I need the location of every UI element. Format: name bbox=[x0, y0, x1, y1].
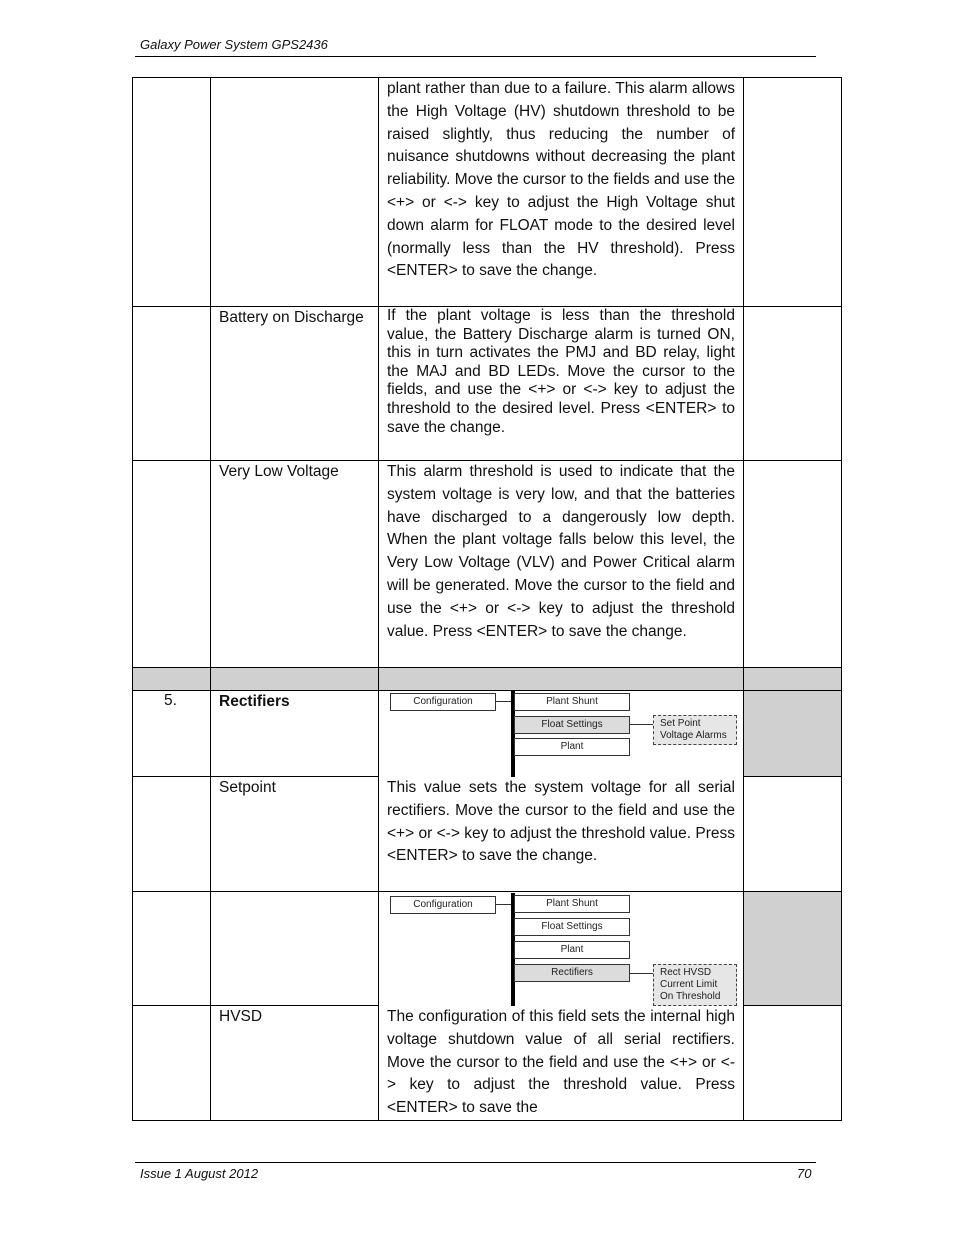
very-low-voltage-description: This alarm threshold is used to indicate that the system voltage is very low, and that the batteries have discharged to a dangerously low depth. When the plant voltage falls below this level, the Very Low Voltage (VLV) and Power Critical alarm will be generated. Move the cursor to the field and use the <+> or <-> key to adjust the threshold value. Press <ENTER> to save the change. bbox=[387, 463, 735, 640]
config-menu-box: Configuration bbox=[390, 896, 496, 914]
page-number: 70 bbox=[797, 1166, 812, 1181]
config-menu-box: Configuration bbox=[390, 693, 496, 711]
submenu-box bbox=[653, 715, 737, 745]
footer-issue: Issue 1 August 2012 bbox=[140, 1166, 259, 1181]
submenu-box bbox=[653, 964, 737, 1006]
menu-item-plant: Plant bbox=[514, 941, 630, 959]
very-low-voltage-label: Very Low Voltage bbox=[219, 463, 339, 480]
submenu-voltage-alarms: Voltage Alarms bbox=[660, 730, 727, 741]
header-rule bbox=[135, 56, 816, 57]
submenu-current-limit: Current Limit bbox=[660, 979, 718, 990]
gray-row bbox=[132, 667, 842, 690]
submenu-set-point: Set Point bbox=[660, 718, 701, 729]
menu-item-plant-shunt: Plant Shunt bbox=[514, 693, 630, 711]
menu-item-plant-shunt: Plant Shunt bbox=[514, 895, 630, 913]
rectifiers-label: Rectifiers bbox=[219, 693, 290, 710]
menu-item-float-settings: Float Settings bbox=[514, 918, 630, 936]
setpoint-label: Setpoint bbox=[219, 779, 276, 796]
menu-item-float-settings: Float Settings bbox=[514, 716, 630, 734]
menu-item-rectifiers: Rectifiers bbox=[514, 964, 630, 982]
footer-rule bbox=[135, 1162, 816, 1163]
gray-cell-rectifiers bbox=[743, 690, 842, 776]
battery-discharge-description: If the plant voltage is less than the threshold value, the Battery Discharge alarm is turned ON, this in turn activates the PMJ and BD relay, light the MAJ and BD LEDs. Move the cursor to the fields, and use the <+> or <-> key to adjust the threshold to the desired level. Press <ENTER> to save the change. bbox=[387, 307, 735, 436]
submenu-rect-hvsd: Rect HVSD bbox=[660, 967, 712, 978]
continued-description: plant rather than due to a failure. This alarm allows the High Voltage (HV) shutdown threshold to be raised slightly, thus reducing the number of nuisance shutdowns without decreasing the plant reliability. Move the cursor to the fields and use the <+> or <-> key to adjust the High Voltage shut down alarm for FLOAT mode to the desired level (normally less than the HV threshold). Press <ENTER> to save the change. bbox=[387, 80, 735, 280]
hvsd-label: HVSD bbox=[219, 1008, 263, 1025]
gray-cell-diagram2 bbox=[743, 892, 842, 1006]
battery-discharge-label: Battery on Discharge bbox=[219, 309, 364, 326]
menu-item-plant: Plant bbox=[514, 738, 630, 756]
setpoint-description: This value sets the system voltage for all serial rectifiers. Move the cursor to the field and use the <+> or <-> key to adjust the threshold value. Press <ENTER> to save the change. bbox=[387, 779, 735, 865]
section-number: 5. bbox=[164, 692, 177, 709]
submenu-on-threshold: On Threshold bbox=[660, 991, 721, 1002]
hvsd-description: The configuration of this field sets the internal high voltage shutdown value of all serial rectifiers. Move the cursor to the field and use the <+> or <-> key to adjust the threshold value. Press <ENTER> to save the bbox=[387, 1008, 735, 1117]
page-header: Galaxy Power System GPS2436 bbox=[140, 37, 328, 52]
